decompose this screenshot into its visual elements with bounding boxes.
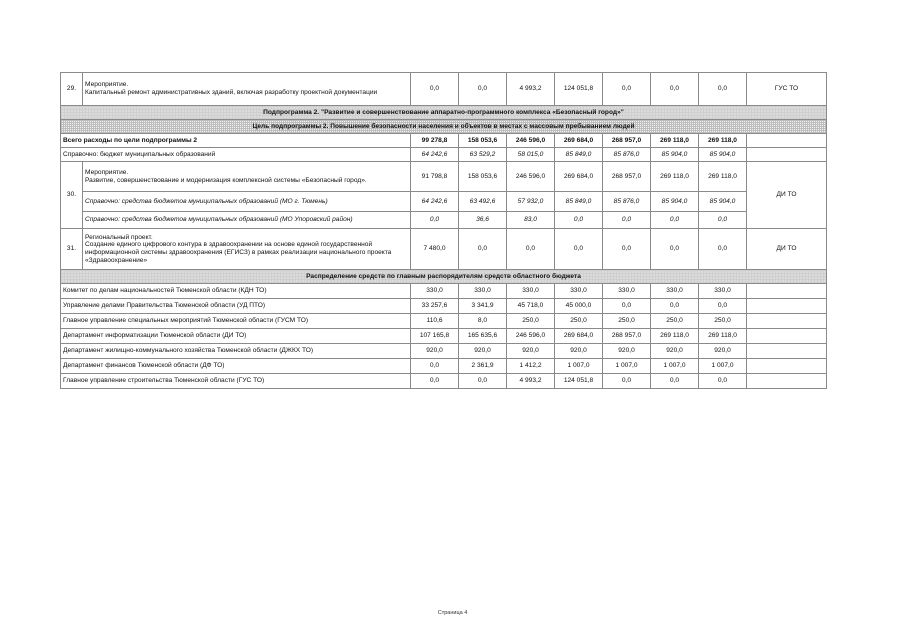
value-cell: 0,0	[699, 229, 747, 270]
value-cell: 124 051,8	[555, 374, 603, 389]
value-cell: 0,0	[603, 299, 651, 314]
value-cell: 58 015,0	[507, 148, 555, 162]
value-cell: 63 529,2	[459, 148, 507, 162]
row-description: Мероприятие. Капитальный ремонт административных зданий, включая разработку проектной документации	[83, 73, 411, 106]
value-cell: 0,0	[411, 73, 459, 106]
value-cell: 0,0	[699, 374, 747, 389]
value-cell: 0,0	[651, 212, 699, 229]
value-cell: 4 993,2	[507, 73, 555, 106]
value-cell: 269 684,0	[555, 162, 603, 192]
value-cell: 107 165,8	[411, 329, 459, 344]
value-cell: 0,0	[699, 73, 747, 106]
value-cell: 250,0	[699, 314, 747, 329]
total-label: Всего расходы по цели подпрограммы 2	[61, 134, 411, 148]
empty-cell	[747, 329, 827, 344]
empty-cell	[747, 359, 827, 374]
distributor-label: Главное управление специальных мероприятий Тюменской области (ГУСМ ТО)	[61, 314, 411, 329]
value-cell: 920,0	[459, 344, 507, 359]
ref-label: Справочно: средства бюджетов муниципальных образований (МО Упоровский район)	[83, 212, 411, 229]
table-row-30-ref-uporovo	[61, 212, 827, 229]
value-cell: 920,0	[699, 344, 747, 359]
value-cell: 8,0	[459, 314, 507, 329]
value-cell: 269 118,0	[699, 329, 747, 344]
distributor-label: Главное управление строительства Тюменской области (ГУС ТО)	[61, 374, 411, 389]
ref-municipal-row	[61, 148, 827, 162]
value-cell: 246 596,0	[507, 329, 555, 344]
value-cell: 268 957,0	[603, 329, 651, 344]
value-cell: 250,0	[555, 314, 603, 329]
value-cell: 1 007,0	[603, 359, 651, 374]
value-cell: 269 118,0	[651, 134, 699, 148]
value-cell: 920,0	[603, 344, 651, 359]
value-cell: 0,0	[651, 229, 699, 270]
value-cell: 45 718,0	[507, 299, 555, 314]
row-description: Региональный проект. Создание единого цифрового контура в здравоохранении на основе единой государственной информационной системы здравоохранения (ЕГИСЗ) в рамках реализации национального проекта «Здравоохранение»	[83, 229, 411, 270]
empty-cell	[747, 344, 827, 359]
value-cell: 250,0	[603, 314, 651, 329]
value-cell: 330,0	[555, 284, 603, 299]
value-cell: 4 993,2	[507, 374, 555, 389]
value-cell: 250,0	[651, 314, 699, 329]
distribution-row	[61, 359, 827, 374]
value-cell: 269 118,0	[651, 329, 699, 344]
value-cell: 158 053,6	[459, 134, 507, 148]
value-cell: 920,0	[411, 344, 459, 359]
value-cell: 330,0	[699, 284, 747, 299]
value-cell: 85 849,0	[555, 148, 603, 162]
value-cell: 85 904,0	[699, 148, 747, 162]
distribution-header-row	[61, 270, 827, 284]
row-number: 31.	[61, 229, 83, 270]
empty-cell	[747, 134, 827, 148]
value-cell: 0,0	[603, 73, 651, 106]
value-cell: 33 257,6	[411, 299, 459, 314]
value-cell: 99 278,8	[411, 134, 459, 148]
value-cell: 91 798,8	[411, 162, 459, 192]
value-cell: 1 007,0	[555, 359, 603, 374]
value-cell: 269 118,0	[651, 162, 699, 192]
value-cell: 124 051,8	[555, 73, 603, 106]
distribution-row	[61, 344, 827, 359]
value-cell: 920,0	[507, 344, 555, 359]
value-cell: 110,6	[411, 314, 459, 329]
value-cell: 83,0	[507, 212, 555, 229]
ref-label: Справочно: бюджет муниципальных образований	[61, 148, 411, 162]
value-cell: 1 007,0	[651, 359, 699, 374]
distributor-label: Департамент финансов Тюменской области (ДФ ТО)	[61, 359, 411, 374]
value-cell: 57 932,0	[507, 192, 555, 212]
value-cell: 246 596,0	[507, 134, 555, 148]
value-cell: 269 118,0	[699, 162, 747, 192]
value-cell: 0,0	[411, 212, 459, 229]
value-cell: 36,6	[459, 212, 507, 229]
ref-label: Справочно: средства бюджетов муниципальных образований (МО г. Тюмень)	[83, 192, 411, 212]
empty-cell	[747, 284, 827, 299]
subprogram-header-row	[61, 106, 827, 120]
distribution-title: Распределение средств по главным распорядителям средств областного бюджета	[61, 270, 827, 284]
value-cell: 64 242,6	[411, 148, 459, 162]
value-cell: 0,0	[651, 73, 699, 106]
goal-header-row	[61, 120, 827, 134]
value-cell: 0,0	[555, 229, 603, 270]
row-description: Мероприятие. Развитие, совершенствование и модернизация комплексной системы «Безопасный город».	[83, 162, 411, 192]
distributor-label: Департамент информатизации Тюменской области (ДИ ТО)	[61, 329, 411, 344]
value-cell: 330,0	[651, 284, 699, 299]
value-cell: 0,0	[459, 73, 507, 106]
distribution-row	[61, 329, 827, 344]
value-cell: 0,0	[651, 299, 699, 314]
value-cell: 0,0	[603, 212, 651, 229]
value-cell: 85 904,0	[651, 148, 699, 162]
executor-cell: ДИ ТО	[747, 229, 827, 270]
value-cell: 0,0	[699, 212, 747, 229]
value-cell: 85 849,0	[555, 192, 603, 212]
value-cell: 269 118,0	[699, 134, 747, 148]
distributor-label: Комитет по делам национальностей Тюменской области (КДН ТО)	[61, 284, 411, 299]
value-cell: 2 361,9	[459, 359, 507, 374]
empty-cell	[747, 299, 827, 314]
value-cell: 85 876,0	[603, 148, 651, 162]
distributor-label: Управление делами Правительства Тюменской области (УД ПТО)	[61, 299, 411, 314]
value-cell: 330,0	[459, 284, 507, 299]
empty-cell	[747, 314, 827, 329]
distribution-row	[61, 374, 827, 389]
empty-cell	[747, 148, 827, 162]
value-cell: 1 412,2	[507, 359, 555, 374]
value-cell: 85 904,0	[651, 192, 699, 212]
value-cell: 920,0	[555, 344, 603, 359]
value-cell: 920,0	[651, 344, 699, 359]
distribution-rows	[61, 284, 827, 389]
value-cell: 0,0	[507, 229, 555, 270]
value-cell: 268 957,0	[603, 134, 651, 148]
budget-table	[60, 72, 827, 389]
value-cell: 0,0	[603, 374, 651, 389]
distribution-row	[61, 284, 827, 299]
value-cell: 246 596,0	[507, 162, 555, 192]
value-cell: 158 053,6	[459, 162, 507, 192]
value-cell: 0,0	[651, 374, 699, 389]
value-cell: 1 007,0	[699, 359, 747, 374]
value-cell: 0,0	[459, 374, 507, 389]
value-cell: 85 876,0	[603, 192, 651, 212]
value-cell: 269 684,0	[555, 134, 603, 148]
value-cell: 330,0	[603, 284, 651, 299]
value-cell: 0,0	[411, 374, 459, 389]
value-cell: 7 480,0	[411, 229, 459, 270]
empty-cell	[747, 374, 827, 389]
value-cell: 3 341,9	[459, 299, 507, 314]
value-cell: 0,0	[603, 229, 651, 270]
table-row-31	[61, 229, 827, 270]
value-cell: 330,0	[507, 284, 555, 299]
distribution-row	[61, 314, 827, 329]
goal-title: Цель подпрограммы 2. Повышение безопасности населения и объектов в местах с массовым пребыванием людей	[61, 120, 827, 134]
value-cell: 0,0	[459, 229, 507, 270]
page-number: Страница 4	[437, 610, 468, 616]
executor-cell: ДИ ТО	[747, 162, 827, 229]
value-cell: 0,0	[699, 299, 747, 314]
value-cell: 64 242,6	[411, 192, 459, 212]
table-row-30-ref-tyumen	[61, 192, 827, 212]
value-cell: 165 635,6	[459, 329, 507, 344]
value-cell: 269 684,0	[555, 329, 603, 344]
value-cell: 63 492,6	[459, 192, 507, 212]
value-cell: 268 957,0	[603, 162, 651, 192]
value-cell: 330,0	[411, 284, 459, 299]
value-cell: 0,0	[555, 212, 603, 229]
table-row-30	[61, 162, 827, 192]
value-cell: 250,0	[507, 314, 555, 329]
subprogram-title: Подпрограмма 2. "Развитие и совершенствование аппаратно-программного комплекса «Безопасный город»"	[61, 106, 827, 120]
total-row	[61, 134, 827, 148]
table-row-29	[61, 73, 827, 106]
value-cell: 45 000,0	[555, 299, 603, 314]
distribution-row	[61, 299, 827, 314]
distributor-label: Департамент жилищно-коммунального хозяйства Тюменской области (ДЖКХ ТО)	[61, 344, 411, 359]
value-cell: 85 904,0	[699, 192, 747, 212]
row-number: 30.	[61, 162, 83, 229]
value-cell: 0,0	[411, 359, 459, 374]
row-number: 29.	[61, 73, 83, 106]
executor-cell: ГУС ТО	[747, 73, 827, 106]
